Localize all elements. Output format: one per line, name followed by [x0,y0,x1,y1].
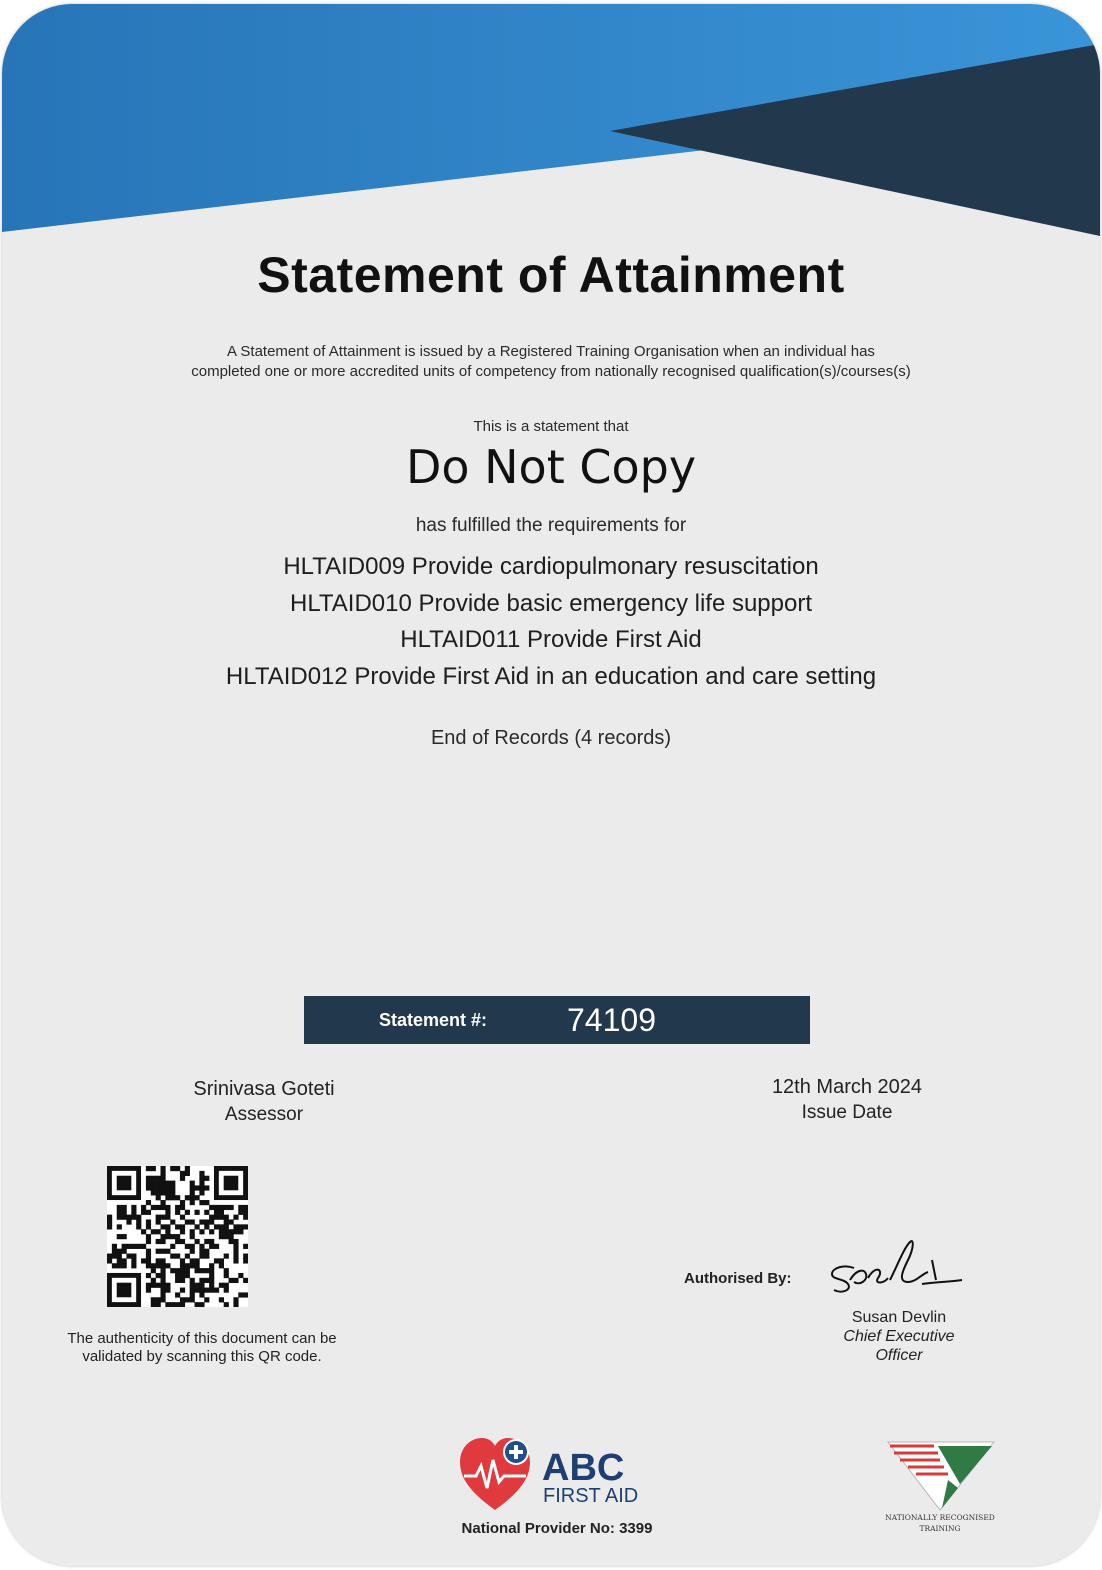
unit-item: HLTAID011 Provide First Aid [400,626,702,653]
certificate-card [2,4,1100,1566]
assessor-block [154,1076,374,1128]
qr-note-line-2: validated by scanning this QR code. [82,1348,322,1365]
assessor-role: Assessor [224,1104,304,1125]
signatory-name: Susan Devlin [851,1309,947,1326]
document-title: Statement of Attainment [257,247,845,303]
signatory-block [820,1308,978,1365]
intro-text [2,342,1100,382]
header-band [2,4,1100,244]
nationally-recognised-training-logo [874,1436,1004,1536]
signatory-title-line-2: Officer [875,1347,923,1364]
intro-line-1: A Statement of Attainment is issued by a Registered Training Organisation when an individual has [227,343,875,360]
svg-text:ABC: ABC [542,1447,625,1489]
qr-note-line-1: The authenticity of this document can be [67,1330,337,1347]
recipient-name: Do Not Copy [405,440,697,494]
qr-code-icon[interactable] [107,1166,248,1307]
assessor-name: Srinivasa Goteti [193,1078,335,1100]
fulfilled-text: has fulfilled the requirements for [415,515,687,536]
national-provider-number: National Provider No: 3399 [461,1520,653,1537]
issue-date: 12th March 2024 [771,1076,923,1098]
qr-note [42,1330,362,1366]
lead-in-text: This is a statement that [473,418,629,435]
statement-label: Statement #: [379,1010,488,1030]
issue-date-label: Issue Date [801,1102,893,1123]
svg-text:NATIONALLY RECOGNISED: NATIONALLY RECOGNISED [885,1513,995,1522]
unit-item: HLTAID010 Provide basic emergency life support [289,589,813,617]
authorised-by-label: Authorised By: [684,1270,792,1287]
signatory-title-line-1: Chief Executive [843,1328,955,1345]
svg-text:FIRST AID: FIRST AID [543,1485,639,1507]
unit-item: HLTAID012 Provide First Aid in an education and care setting [225,662,877,690]
units-list [2,549,1100,695]
issue-block [732,1074,962,1126]
signature-icon [824,1234,966,1300]
statement-bar [304,996,810,1044]
svg-text:TRAINING: TRAINING [919,1524,961,1533]
statement-number: 74109 [567,1002,656,1038]
abc-first-aid-logo [458,1436,658,1514]
unit-item: HLTAID009 Provide cardiopulmonary resuscitation [283,553,819,580]
intro-line-2: completed one or more accredited units of competency from nationally recognised qualification(s)/courses(s) [191,363,911,380]
end-of-records: End of Records (4 records) [430,727,672,749]
